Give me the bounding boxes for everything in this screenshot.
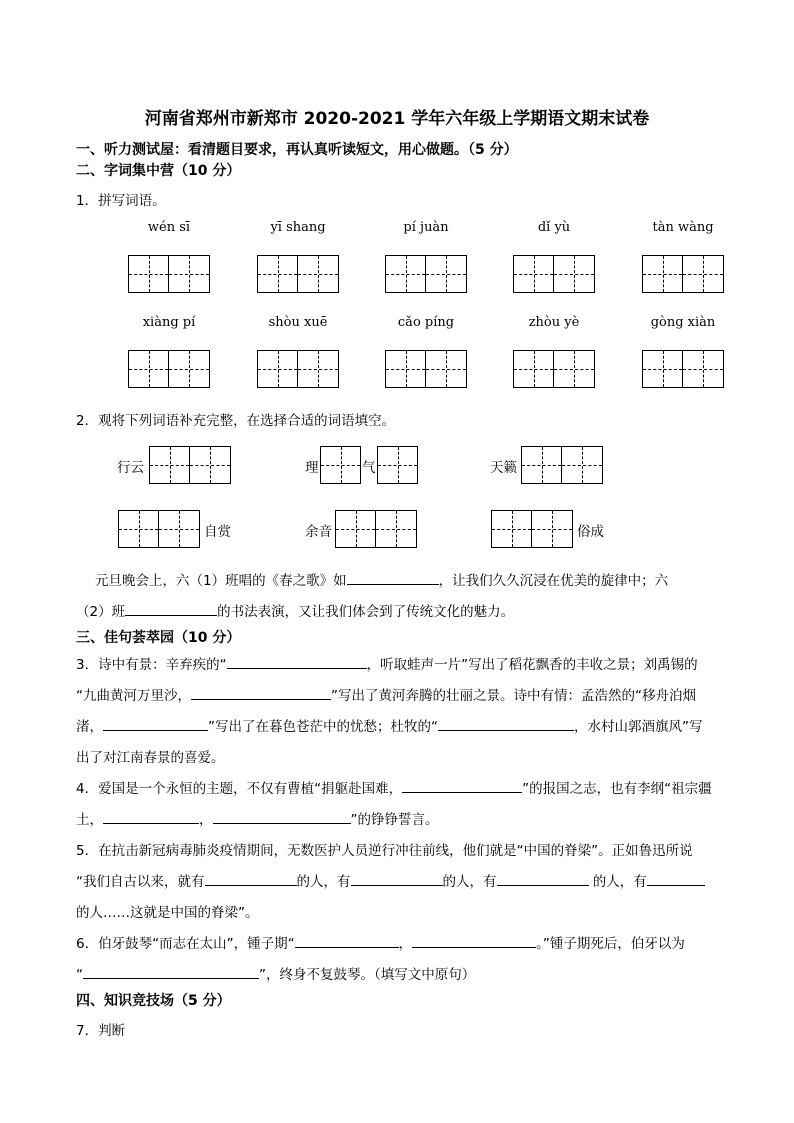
- q3-text: “九曲黄河万里沙，: [76, 688, 191, 704]
- idiom-grid-box[interactable]: [377, 446, 418, 484]
- q2-text: ，让我们久久沉浸在优美的旋律中；六: [438, 573, 669, 589]
- writing-grid-box[interactable]: [642, 350, 724, 388]
- answer-blank[interactable]: [402, 779, 522, 794]
- answer-blank[interactable]: [103, 717, 208, 732]
- idiom-prefix: 天籁: [490, 460, 517, 476]
- q3-text: 渚，: [76, 719, 103, 735]
- answer-blank[interactable]: [125, 602, 217, 617]
- idiom-grid-box[interactable]: [118, 510, 200, 548]
- idiom-suffix: 自赏: [204, 524, 231, 540]
- answer-blank[interactable]: [295, 934, 399, 949]
- pinyin-label: xiàng pí: [142, 315, 196, 330]
- pinyin-label: gòng xiàn: [650, 315, 716, 330]
- idiom-grid-box[interactable]: [149, 446, 231, 484]
- writing-grid-box[interactable]: [385, 255, 467, 293]
- q2-text: （2）班: [76, 604, 126, 620]
- q5-line-3: 的人……这就是中国的脊梁”。: [76, 905, 259, 921]
- page-title: 河南省郑州市新郑市 2020-2021 学年六年级上学期语文期末试卷: [144, 109, 650, 129]
- q6-text: ”，终身不复鼓琴。（填写文中原句）: [259, 967, 476, 983]
- section-1-heading: 一、听力测试屋：看清题目要求，再认真听读短文，用心做题。（5 分）: [76, 142, 518, 158]
- section-3-heading: 三、佳句荟萃园（10 分）: [76, 630, 241, 646]
- writing-grid-box[interactable]: [513, 350, 595, 388]
- q6-text: 。”锺子期死后，伯牙以为: [536, 936, 685, 952]
- answer-blank[interactable]: [83, 965, 259, 980]
- answer-blank[interactable]: [213, 810, 351, 825]
- idiom-grid-box[interactable]: [491, 510, 573, 548]
- answer-blank[interactable]: [647, 872, 705, 887]
- q5-line-1: 5．在抗击新冠病毒肺炎疫情期间，无数医护人员逆行冲往前线，他们就是“中国的脊梁”。正如鲁迅所说: [76, 843, 693, 859]
- idiom-grid-box[interactable]: [521, 446, 603, 484]
- pinyin-label: shòu xuē: [268, 315, 328, 330]
- writing-grid-box[interactable]: [642, 255, 724, 293]
- q3-text: ”写出了在暮色苍茫中的忧愁；杜牧的“: [208, 719, 438, 735]
- q5-line-2: [76, 870, 705, 890]
- idiom-suffix: 俗成: [577, 524, 604, 540]
- answer-blank[interactable]: [438, 717, 574, 732]
- answer-blank[interactable]: [205, 872, 297, 887]
- q2-text: 的书法表演，又让我们体会到了传统文化的魅力。: [217, 604, 515, 620]
- q6-text: “: [76, 967, 83, 983]
- q3-text: 3．诗中有景：辛弃疾的“: [76, 657, 227, 673]
- q3-line-4: 出了对江南春景的喜爱。: [76, 750, 225, 766]
- q4-text: ”的报国之志，也有李纲“祖宗疆: [522, 781, 712, 797]
- q5-text: 的人，有: [296, 874, 351, 890]
- answer-blank[interactable]: [351, 872, 443, 887]
- q3-text: ，水村山郭酒旗风”写: [574, 719, 703, 735]
- q4-line-2: [76, 808, 439, 828]
- q3-text: ，听取蛙声一片”写出了稻花飘香的丰收之景；刘禹锡的: [366, 657, 698, 673]
- answer-blank[interactable]: [227, 655, 367, 670]
- pinyin-label: pí juàn: [403, 220, 449, 235]
- idiom-prefix: 行云: [117, 460, 144, 476]
- q5-text: 的人，有: [442, 874, 497, 890]
- pinyin-label: wén sī: [147, 220, 191, 235]
- pinyin-label: dǐ yù: [537, 220, 571, 235]
- q4-text: ”的铮铮誓言。: [350, 812, 439, 828]
- pinyin-label: zhòu yè: [528, 315, 580, 330]
- question-2-prompt: 2．观将下列词语补充完整，在选择合适的词语填空。: [76, 413, 396, 429]
- writing-grid-box[interactable]: [257, 255, 339, 293]
- q4-line-1: [76, 777, 712, 797]
- q6-line-1: [76, 932, 685, 952]
- answer-blank[interactable]: [191, 686, 331, 701]
- q5-text: 的人，有: [588, 874, 647, 890]
- pinyin-label: cǎo píng: [397, 315, 455, 330]
- q4-text: ，: [199, 812, 213, 828]
- q3-line-1: [76, 653, 698, 673]
- q6-line-2: [76, 963, 475, 983]
- q5-text: “我们自古以来，就有: [76, 874, 205, 890]
- answer-blank[interactable]: [497, 872, 589, 887]
- pinyin-label: yī shang: [270, 220, 326, 235]
- q2-sentence-line-1: [95, 569, 668, 589]
- writing-grid-box[interactable]: [385, 350, 467, 388]
- writing-grid-box[interactable]: [257, 350, 339, 388]
- idiom-prefix: 余音: [305, 524, 332, 540]
- writing-grid-box[interactable]: [128, 255, 210, 293]
- q3-line-3: [76, 715, 703, 735]
- idiom-middle: 气: [362, 460, 376, 476]
- q2-sentence-line-2: [76, 600, 514, 620]
- q3-line-2: [76, 684, 696, 704]
- idiom-grid-box[interactable]: [335, 510, 417, 548]
- section-4-heading: 四、知识竞技场（5 分）: [76, 993, 231, 1009]
- answer-blank[interactable]: [347, 571, 439, 586]
- q2-text: 元旦晚会上，六（1）班唱的《春之歌》如: [95, 573, 347, 589]
- answer-blank[interactable]: [412, 934, 536, 949]
- writing-grid-box[interactable]: [128, 350, 210, 388]
- section-2-heading: 二、字词集中营（10 分）: [76, 163, 241, 179]
- question-7-prompt: 7．判断: [76, 1023, 126, 1039]
- idiom-prefix: 理: [305, 460, 319, 476]
- answer-blank[interactable]: [103, 810, 199, 825]
- q6-text: ，: [398, 936, 413, 952]
- writing-grid-box[interactable]: [513, 255, 595, 293]
- q3-text: ”写出了黄河奔腾的壮丽之景。诗中有情：孟浩然的“移舟泊烟: [331, 688, 696, 704]
- q6-text: 6．伯牙鼓琴“而志在太山”，锺子期“: [76, 936, 295, 952]
- q4-text: 4．爱国是一个永恒的主题，不仅有曹植“捐躯赴国难，: [76, 781, 403, 797]
- pinyin-label: tàn wàng: [652, 220, 714, 235]
- question-1-prompt: 1．拼写词语。: [76, 193, 166, 209]
- q4-text: 土，: [76, 812, 103, 828]
- idiom-grid-box[interactable]: [320, 446, 361, 484]
